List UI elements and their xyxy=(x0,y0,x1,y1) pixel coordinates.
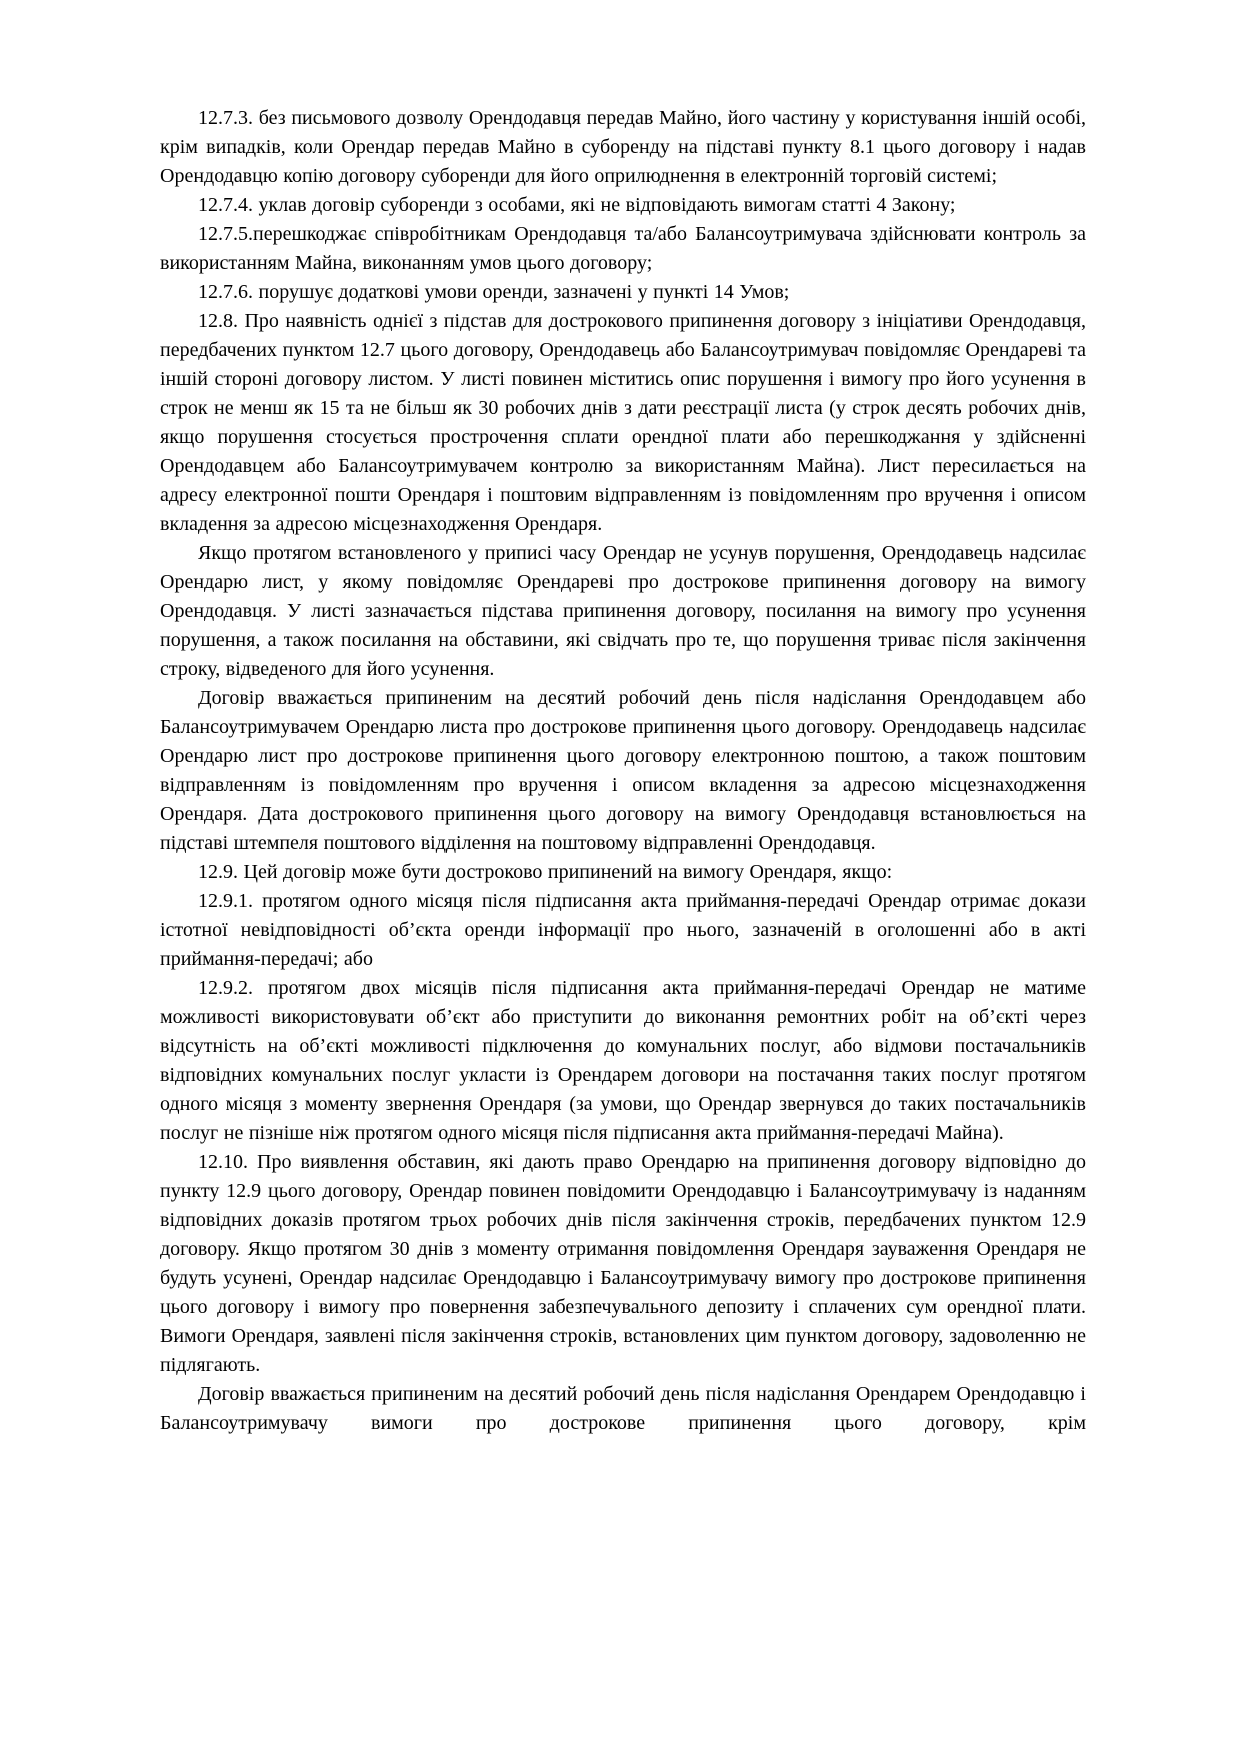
paragraph-12-8-notice: Якщо протягом встановленого у приписі часу Орендар не усунув порушення, Орендодавець надсилає Орендарю лист, у якому повідомляє Орендареві про дострокове припинення договору на вимогу Орендодавця. У листі зазначається підстава припинення договору, посилання на вимогу про усунення порушення, а також посилання на обставини, які свідчать про те, що порушення триває після закінчення строку, відведеного для його усунення. xyxy=(160,542,1086,680)
paragraph-12-7-3: 12.7.3. без письмового дозволу Орендодавця передав Майно, його частину у користування іншій особі, крім випадків, коли Орендар передав Майно в суборенду на підставі пункту 8.1 цього договору і надав Орендодавцю копію договору суборенди для його оприлюднення в електронній торговій системі; xyxy=(160,107,1086,187)
paragraph-12-8-termination: Договір вважається припиненим на десятий робочий день після надіслання Орендодавцем або Балансоутримувачем Орендарю листа про дострокове припинення цього договору. Орендодавець надсилає Орендарю лист про дострокове припинення цього договору електронною поштою, а також поштовим відправленням із повідомленням про вручення і описом вкладення за адресою місцезнаходження Орендаря. Дата дострокового припинення цього договору на вимогу Орендодавця встановлюється на підставі штемпеля поштового відділення на поштовому відправленні Орендодавця. xyxy=(160,687,1086,854)
paragraph-12-9-1: 12.9.1. протягом одного місяця після підписання акта приймання-передачі Орендар отримає докази істотної невідповідності об’єкта оренди інформації про нього, зазначеній в оголошенні або в акті приймання-передачі; або xyxy=(160,890,1086,970)
paragraph-12-7-6: 12.7.6. порушує додаткові умови оренди, зазначені у пункті 14 Умов; xyxy=(198,281,790,303)
paragraph-12-9: 12.9. Цей договір може бути достроково припинений на вимогу Орендаря, якщо: xyxy=(198,861,893,883)
paragraph-12-8: 12.8. Про наявність однієї з підстав для дострокового припинення договору з ініціативи Орендодавця, передбачених пунктом 12.7 цього договору, Орендодавець або Балансоутримувач повідомляє Орендареві та іншій стороні договору листом. У листі повинен міститись опис порушення і вимогу про його усунення в строк не менш як 15 та не більш як 30 робочих днів з дати реєстрації листа (у строк десять робочих днів, якщо порушення стосується прострочення сплати орендної плати або перешкоджання у здійсненні Орендодавцем або Балансоутримувачем контролю за використанням Майна). Лист пересилається на адресу електронної пошти Орендаря і поштовим відправленням із повідомленням про вручення і описом вкладення за адресою місцезнаходження Орендаря. xyxy=(160,310,1086,535)
paragraph-12-7-4: 12.7.4. уклав договір суборенди з особами, які не відповідають вимогам статті 4 Закону; xyxy=(198,194,956,216)
paragraph-12-10: 12.10. Про виявлення обставин, які дають право Орендарю на припинення договору відповідно до пункту 12.9 цього договору, Орендар повинен повідомити Орендодавцю і Балансоутримувачу із наданням відповідних доказів протягом трьох робочих днів після закінчення строків, передбачених пунктом 12.9 договору. Якщо протягом 30 днів з моменту отримання повідомлення Орендаря зауваження Орендаря не будуть усунені, Орендар надсилає Орендодавцю і Балансоутримувачу вимогу про дострокове припинення цього договору і вимогу про повернення забезпечувального депозиту і сплачених сум орендної плати. Вимоги Орендаря, заявлені після закінчення строків, встановлених цим пунктом договору, задоволенню не підлягають. xyxy=(160,1151,1086,1376)
paragraph-12-7-5: 12.7.5.перешкоджає співробітникам Орендодавця та/або Балансоутримувача здійснювати контроль за використанням Майна, виконанням умов цього договору; xyxy=(160,223,1086,274)
paragraph-12-9-2: 12.9.2. протягом двох місяців після підписання акта приймання-передачі Орендар не матиме можливості використовувати об’єкт або приступити до виконання ремонтних робіт на об’єкті через відсутність на об’єкті можливості підключення до комунальних послуг, або відмови постачальників відповідних комунальних послуг укласти із Орендарем договори на постачання таких послуг протягом одного місяця з моменту звернення Орендаря (за умови, що Орендар звернувся до таких постачальників послуг не пізніше ніж протягом одного місяця після підписання акта приймання-передачі Майна). xyxy=(160,977,1086,1144)
paragraph-12-10-termination: Договір вважається припиненим на десятий робочий день після надіслання Орендарем Орендодавцю і Балансоутримувачу вимоги про дострокове припинення цього договору, крім xyxy=(160,1383,1086,1434)
